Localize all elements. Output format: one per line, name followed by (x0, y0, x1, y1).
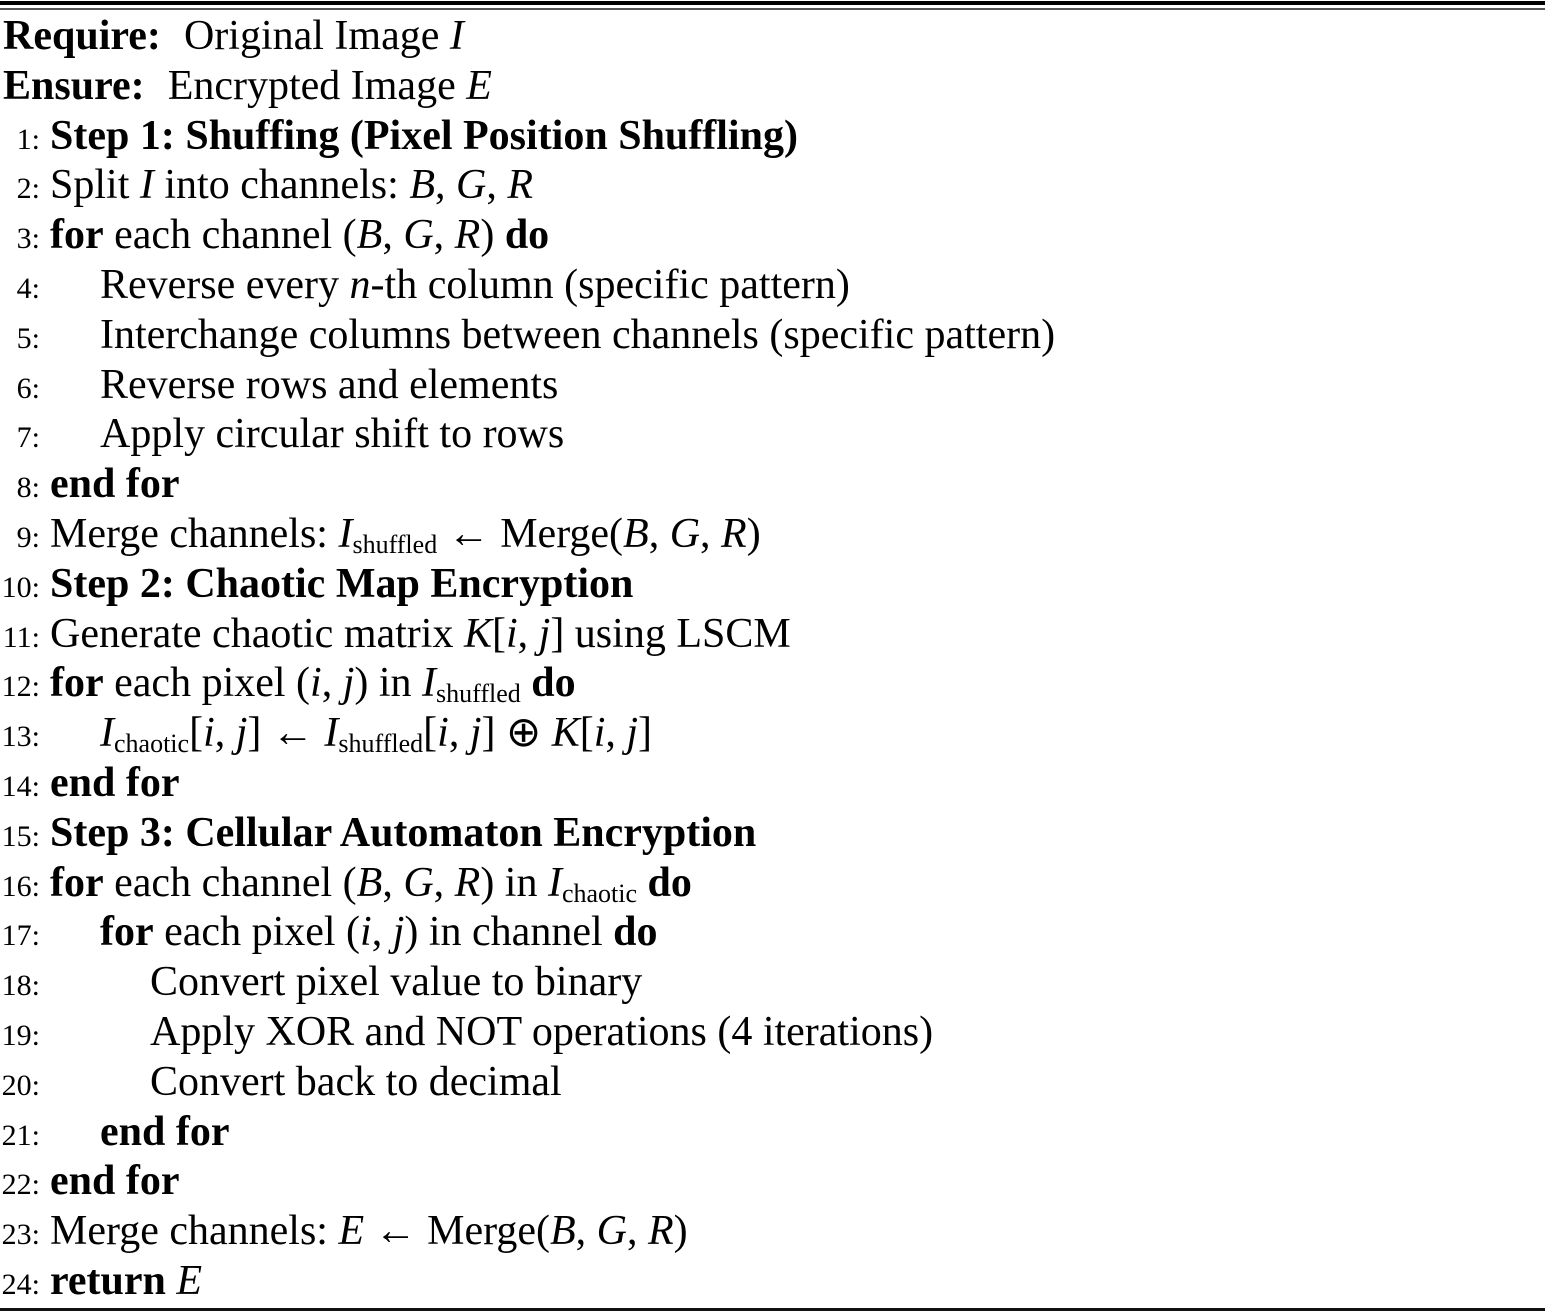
algorithm-line (0, 1157, 1545, 1207)
math-var: E (466, 62, 492, 109)
math-var: G (455, 162, 487, 209)
math-var: j (626, 710, 639, 757)
math-var: E (338, 1208, 365, 1255)
preamble-content (3, 13, 464, 59)
keyword: end for (50, 759, 180, 806)
line-content (50, 511, 761, 557)
line-content (50, 660, 576, 709)
line-number: 23: (1, 1218, 40, 1252)
text: into channels: (153, 162, 410, 209)
preamble-content (3, 63, 492, 109)
line-number: 6: (16, 371, 40, 405)
math-subscript: shuffled (338, 729, 424, 759)
text: ] using LSCM (550, 610, 791, 657)
algorithm-line (0, 361, 1545, 411)
math-var: n (349, 261, 371, 308)
line-number: 16: (1, 869, 40, 903)
math-var: B (356, 212, 383, 259)
math-var: G (403, 212, 434, 259)
text: ← Merge( (364, 1208, 550, 1255)
keyword: for (50, 859, 104, 906)
line-number: 15: (1, 819, 40, 853)
keyword: Step 3: Cellular Automaton Encryption (50, 809, 757, 856)
text: Convert back to decimal (150, 1058, 562, 1105)
top-rule-thin (0, 8, 1545, 10)
text: , (648, 510, 670, 557)
text: Original Image (173, 13, 450, 59)
algorithm-line (0, 759, 1545, 809)
text: each channel ( (103, 212, 357, 259)
keyword: do (531, 660, 576, 707)
algorithm-line (0, 1008, 1545, 1058)
keyword: for (50, 660, 104, 707)
keyword: for (50, 212, 104, 259)
text: Merge channels: (50, 1208, 339, 1255)
text: [ (189, 710, 204, 757)
line-content (50, 1158, 180, 1204)
text: , (434, 162, 456, 209)
line-content (50, 212, 549, 258)
line-content (100, 411, 564, 457)
line-content (50, 611, 791, 657)
math-subscript: chaotic (114, 729, 190, 759)
text: , (382, 859, 404, 906)
line-number: 24: (1, 1267, 40, 1301)
math-var: K (551, 710, 580, 757)
math-var: R (454, 212, 481, 259)
text: Reverse rows and elements (100, 361, 559, 408)
text: , (433, 212, 455, 259)
math-var: i (593, 710, 606, 757)
algorithm-line (0, 610, 1545, 660)
line-number: 17: (1, 919, 40, 953)
line-number: 4: (16, 271, 40, 305)
line-content (50, 1258, 202, 1304)
text (637, 860, 648, 906)
math-var: R (647, 1208, 674, 1255)
text: , (700, 510, 722, 557)
math-var: R (454, 859, 481, 906)
math-var: R (721, 510, 747, 557)
algorithm-line (0, 460, 1545, 510)
text: [ (491, 610, 506, 657)
text: , (448, 710, 470, 757)
math-var: I (139, 162, 154, 209)
algorithm-line (0, 410, 1545, 460)
line-content (50, 162, 533, 208)
keyword: end for (50, 1158, 180, 1205)
line-content (50, 1208, 688, 1254)
math-var: i (437, 710, 449, 757)
math-var: I (100, 710, 114, 757)
line-number: 5: (16, 321, 40, 355)
keyword: do (647, 859, 692, 906)
math-var: i (505, 610, 518, 657)
text: , (626, 1208, 648, 1255)
algorithm-line (0, 958, 1545, 1008)
math-var: G (596, 1208, 627, 1255)
text: ) in channel (404, 909, 614, 956)
text: ) (746, 510, 761, 557)
line-content (50, 760, 180, 806)
math-var: I (547, 859, 562, 906)
algorithm-line (0, 311, 1545, 361)
text: ) in (480, 859, 548, 906)
text: Interchange columns between channels (specific pattern) (100, 311, 1056, 358)
math-var: i (360, 909, 372, 956)
line-number: 2: (16, 172, 40, 206)
text: , (214, 710, 236, 757)
text: Encrypted Image (157, 62, 467, 109)
algorithm-line (0, 1058, 1545, 1108)
math-var: B (409, 162, 435, 209)
text: , (382, 212, 404, 259)
text: -th column (specific pattern) (370, 261, 850, 308)
line-content (100, 1109, 230, 1155)
keyword: end for (50, 461, 180, 508)
line-number: 11: (2, 620, 40, 654)
math-var: R (507, 162, 533, 209)
text: Convert pixel value to binary (150, 959, 643, 1006)
math-var: j (392, 909, 405, 956)
line-content (100, 909, 657, 955)
math-var: B (549, 1208, 576, 1255)
algorithm-line (0, 1207, 1545, 1257)
line-number: 22: (1, 1168, 40, 1202)
algorithm-line (0, 859, 1545, 909)
line-content (100, 710, 653, 759)
algorithm-line (0, 659, 1545, 709)
math-var: K (463, 610, 492, 657)
text: Merge channels: (50, 510, 339, 557)
algorithm-line (0, 510, 1545, 560)
algorithm-line (0, 211, 1545, 261)
math-var: G (403, 859, 434, 906)
line-content (100, 312, 1055, 358)
top-rule-thick (0, 1, 1545, 5)
math-var: i (310, 660, 322, 707)
line-number: 13: (1, 720, 40, 754)
text: ] ← (247, 710, 325, 757)
algorithm-line (0, 560, 1545, 610)
text: Split (50, 162, 140, 209)
text: , (486, 162, 508, 209)
algorithm-line (0, 12, 1545, 62)
algorithm-line (0, 1257, 1545, 1307)
algorithm-line (0, 709, 1545, 759)
line-number: 8: (16, 471, 40, 505)
algorithm-line (0, 261, 1545, 311)
preamble-keyword: Require: (3, 13, 161, 59)
keyword: Step 1: Shuffing (Pixel Position Shuffling) (50, 112, 798, 159)
line-number: 1: (16, 122, 40, 156)
math-var: j (235, 710, 248, 757)
text: each pixel ( (153, 909, 361, 956)
text: , (433, 859, 455, 906)
line-content (150, 1009, 933, 1055)
text: each channel ( (103, 859, 357, 906)
algorithm-line (0, 161, 1545, 211)
algorithm-line (0, 908, 1545, 958)
line-number: 12: (1, 670, 40, 704)
text: ) in (354, 660, 423, 707)
line-content (50, 113, 798, 159)
text: ) (673, 1208, 688, 1255)
line-number: 20: (1, 1068, 40, 1102)
math-subscript: shuffled (436, 679, 521, 709)
algorithm-line (0, 809, 1545, 859)
math-var: i (203, 710, 215, 757)
text: Reverse every (100, 261, 350, 308)
text: , (605, 710, 627, 757)
line-content (100, 262, 850, 308)
line-content (50, 810, 756, 856)
text: [ (579, 710, 594, 757)
line-content (150, 1059, 562, 1105)
math-var: j (342, 660, 355, 707)
math-var: I (324, 710, 339, 757)
keyword: for (100, 909, 154, 956)
line-content (50, 860, 692, 906)
math-var: I (422, 660, 437, 707)
text: , (321, 660, 343, 707)
math-var: E (176, 1257, 203, 1304)
algorithm-line (0, 62, 1545, 112)
algorithm-body (0, 12, 1545, 1307)
math-var: j (538, 610, 551, 657)
preamble-keyword: Ensure: (3, 62, 145, 109)
math-var: G (669, 510, 701, 557)
text: Apply XOR and NOT operations (4 iterations) (150, 1008, 934, 1055)
math-var: B (623, 510, 649, 557)
math-var: I (338, 510, 353, 557)
text: Generate chaotic matrix (50, 610, 464, 657)
line-number: 10: (1, 570, 40, 604)
keyword: end for (100, 1108, 230, 1155)
line-content (50, 561, 633, 607)
text: , (371, 909, 393, 956)
line-content (100, 362, 558, 408)
text: ← Merge( (437, 510, 624, 557)
math-var: j (469, 710, 482, 757)
text (166, 1258, 177, 1304)
text: Apply circular shift to rows (100, 411, 565, 458)
line-number: 7: (16, 421, 40, 455)
algorithm-line (0, 112, 1545, 162)
line-number: 19: (1, 1018, 40, 1052)
math-subscript: chaotic (561, 878, 638, 908)
text: ) (480, 212, 505, 259)
keyword: return (50, 1257, 166, 1304)
keyword: do (613, 909, 658, 956)
text: , (575, 1208, 597, 1255)
line-number: 9: (16, 520, 40, 554)
text: ] ⊕ (481, 710, 552, 757)
line-content (50, 461, 180, 507)
line-number: 14: (1, 769, 40, 803)
text: [ (423, 710, 438, 757)
keyword: Step 2: Chaotic Map Encryption (50, 560, 634, 607)
text: , (517, 610, 539, 657)
line-number: 18: (1, 969, 40, 1003)
math-subscript: shuffled (352, 529, 438, 559)
line-number: 21: (1, 1118, 40, 1152)
line-number: 3: (16, 222, 40, 256)
math-var: I (449, 13, 464, 59)
line-content (150, 959, 642, 1005)
bottom-rule (0, 1308, 1545, 1311)
text (521, 660, 532, 706)
keyword: do (504, 212, 550, 259)
math-var: B (356, 859, 383, 906)
text: each pixel ( (103, 660, 311, 707)
text: ] (638, 710, 653, 757)
algorithm-line (0, 1108, 1545, 1158)
